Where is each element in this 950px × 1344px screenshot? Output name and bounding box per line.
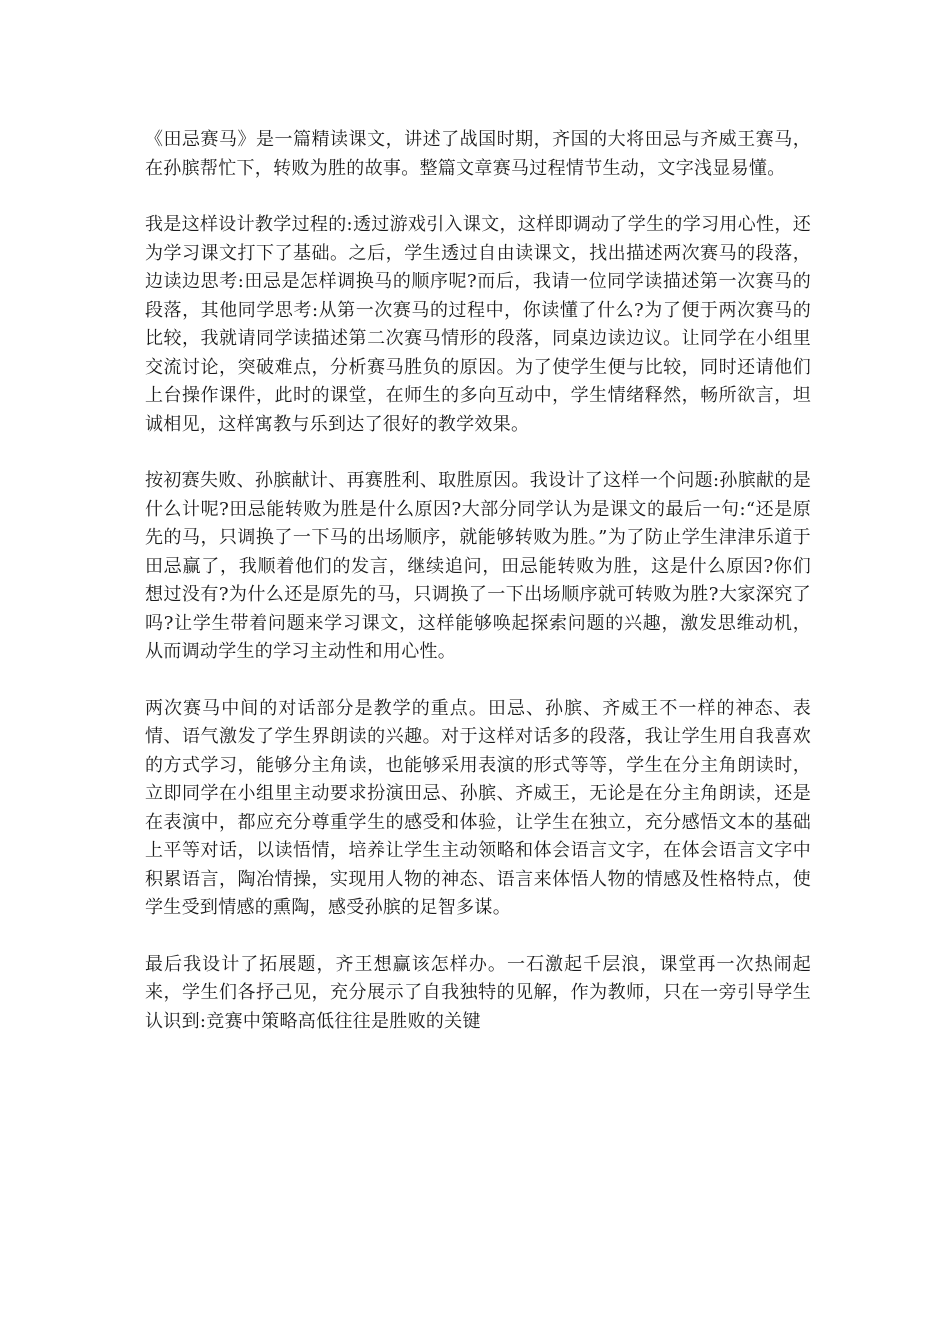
paragraph-key-question: 按初赛失败、孙膑献计、再赛胜利、取胜原因。我设计了这样一个问题:孙膑献的是什么计呢?田忌能转败为胜是什么原因?大部分同学认为是课文的最后一句:“还是原先的马，只调换了一下马的出场顺序，就能够转败为胜。”为了防止学生津津乐道于田忌赢了，我顺着他们的发言，继续追问，田忌能转败为胜，这是什么原因?你们想过没有?为什么还是原先的马，只调换了一下出场顺序就可转败为胜?大家深究了吗?让学生带着问题来学习课文，这样能够唤起探索问题的兴趣，激发思维动机，从而调动学生的学习主动性和用心性。 <box>145 470 811 662</box>
paragraph-intro: 《田忌赛马》是一篇精读课文，讲述了战国时期，齐国的大将田忌与齐威王赛马，在孙膑帮忙下，转败为胜的故事。整篇文章赛马过程情节生动，文字浅显易懂。 <box>145 129 811 179</box>
document-body <box>145 126 811 1064</box>
paragraph-extension: 最后我设计了拓展题，齐王想赢该怎样办。一石激起千层浪，课堂再一次热闹起来，学生们各抒己见，充分展示了自我独特的见解，作为教师，只在一旁引导学生认识到:竞赛中策略高低往往是胜败的关键 <box>145 953 811 1032</box>
paragraph-teaching-process: 我是这样设计教学过程的:透过游戏引入课文，这样即调动了学生的学习用心性，还为学习课文打下了基础。之后，学生透过自由读课文，找出描述两次赛马的段落，边读边思考:田忌是怎样调换马的顺序呢?而后，我请一位同学读描述第一次赛马的段落，其他同学思考:从第一次赛马的过程中，你读懂了什么?为了便于两次赛马的比较，我就请同学读描述第二次赛马情形的段落，同桌边读边议。让同学在小组里交流讨论，突破难点，分析赛马胜负的原因。为了使学生便与比较，同时还请他们上台操作课件，此时的课堂，在师生的多向互动中，学生情绪释然，畅所欲言，坦诚相见，这样寓教与乐到达了很好的教学效果。 <box>145 214 811 435</box>
paragraph-dialogue-reading: 两次赛马中间的对话部分是教学的重点。田忌、孙膑、齐威王不一样的神态、表情、语气激发了学生界朗读的兴趣。对于这样对话多的段落，我让学生用自我喜欢的方式学习，能够分主角读，也能够采用表演的形式等等，学生在分主角朗读时，立即同学在小组里主动要求扮演田忌、孙膑、齐威王，无论是在分主角朗读，还是在表演中，都应充分尊重学生的感受和体验，让学生在独立，充分感悟文本的基础上平等对话，以读悟情，培养让学生主动领略和体会语言文字，在体会语言文字中积累语言，陶冶情操，实现用人物的神态、语言来体悟人物的情感及性格特点，使学生受到情感的熏陶，感受孙膑的足智多谋。 <box>145 697 811 918</box>
